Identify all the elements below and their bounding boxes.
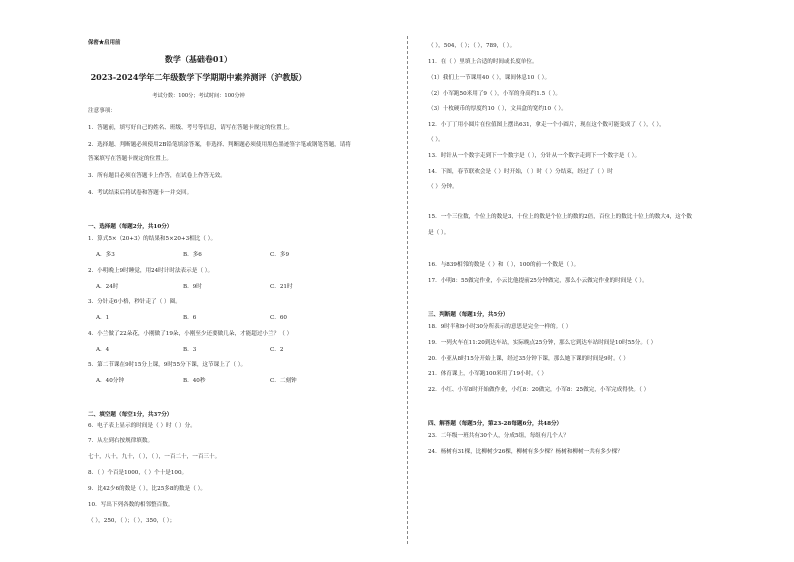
question: 七十，八十，九十，（ ），（ ），一百二十，一百三十。 — [88, 454, 221, 460]
note-item: 答案填写在答题卡规定的位置上。 — [88, 156, 172, 162]
question: 14．下图，春节联欢会是（ ）时开始，（ ）时（ ）分结束，经过了（ ）时 — [428, 169, 613, 175]
question: 11．在（ ）里填上合适的时间或长度单位。 — [428, 59, 538, 65]
option: B．40秒 — [183, 378, 206, 384]
question: （ ），504，（ ）；（ ），789，（ ）。 — [428, 43, 516, 49]
option: B．3 — [183, 347, 197, 353]
question: 4．小兰做了22朵花，小刚做了19朵，小刚至少还要做几朵，才能超过小兰？（ ） — [88, 331, 293, 337]
question: （2）小军跑50米用了9（ ），小军的身高约1.5（ ）。 — [428, 91, 561, 97]
question: 9．比42少6的数是（ ），比25多8的数是（ ）。 — [88, 486, 206, 492]
question: 7．从左到右按规律填数。 — [88, 438, 154, 444]
question: 10．写出下列各数的相邻整百数。 — [88, 502, 174, 508]
option: A．多3 — [96, 252, 115, 258]
option: C．二刻钟 — [270, 378, 297, 384]
option: B．9时 — [183, 284, 202, 290]
column-divider — [407, 36, 408, 544]
notes-heading: 注意事项： — [88, 108, 116, 114]
question: 20．小亚从8时15分开始上课，经过35分钟下课，那么她下课的时间是9时。（ ） — [428, 356, 629, 362]
question: （ ），250，（ ）；（ ），350，（ ）； — [88, 518, 176, 524]
question: 13．时针从一个数字走到下一个数字是（ ），分针从一个数字走到下一个数字是（ ）。 — [428, 153, 641, 159]
section-heading: 三、判断题（每题1分，共5分） — [428, 312, 509, 318]
question: （ ）。 — [428, 137, 444, 143]
note-item: 3．所有题目必须在答题卡上作答，在试卷上作答无效。 — [88, 173, 226, 179]
question: 22．小红、小军8时开始做作业，小红8：20做完，小军8：25做完，小军完成得快。（ ） — [428, 387, 650, 393]
option: A．24时 — [96, 284, 119, 290]
option: A．1 — [96, 315, 110, 321]
option: A．4 — [96, 347, 110, 353]
question: （1）我们上一节课用40（ ），课间休息10（ ）。 — [428, 75, 551, 81]
exam-title: 数学（基础卷01） — [164, 54, 233, 64]
option: C．60 — [270, 315, 287, 321]
question: （ ）分钟。 — [428, 184, 458, 190]
section-heading: 四、解答题（每题5分，第23-28每题6分，共48分） — [428, 421, 563, 427]
option: B．6 — [183, 315, 197, 321]
question: 8．（ ）个百是1000，（ ）个十是100。 — [88, 470, 188, 476]
note-item: 1．答题前，填写好自己的姓名、班级、考号等信息，请写在答题卡规定的位置上。 — [88, 125, 293, 131]
question: 2．小明晚上9时睡觉，用24时计时法表示是（ ）。 — [88, 268, 214, 274]
exam-meta: 考试分数：100分；考试时间：100分钟 — [152, 93, 245, 99]
option: B．多6 — [183, 252, 202, 258]
exam-subtitle: 2023-2024学年二年级数学下学期期中素养测评（沪教版） — [90, 72, 307, 82]
option: C．21时 — [270, 284, 293, 290]
question: 15．一个三位数，个位上的数是3，十位上的数是个位上的数的2倍，百位上的数比十位上的数大4，这个数 — [428, 214, 692, 220]
question: 21．体育课上，小军跑100米用了19小时。（ ） — [428, 371, 547, 377]
question: 6．电子表上显示的时间是（ ）时（ ）分。 — [88, 423, 196, 429]
question: 3．分针走6小格，秒针走了（ ）圈。 — [88, 299, 181, 305]
option: A．40分钟 — [96, 378, 124, 384]
secret-label: 保密★启用前 — [88, 40, 121, 46]
note-item: 2．选择题、判断题必须使用2B铅笔填涂答案，非选择、判断题必须使用黑色墨迹签字笔或钢笔答题，请将 — [88, 142, 351, 148]
section-heading: 二、填空题（每空1分，共37分） — [88, 412, 173, 418]
question: 17．小明8：55做完作业，小云比他提前25分钟做完，那么小云做完作业的时间是（ ）。 — [428, 278, 648, 284]
question: 16．与839相邻的数是（ ）和（ ），100的前一个数是（ ）。 — [428, 262, 580, 268]
question: （3）十枚硬币的厚度约10（ ），文具盒的宽约10（ ）。 — [428, 106, 567, 112]
note-item: 4．考试结束后将试卷和答题卡一并交回。 — [88, 190, 193, 196]
question: 5．第二节课在9时15分上课，9时55分下课，这节课上了（ ）。 — [88, 362, 247, 368]
question: 12．小丁丁用小圆片在位值图上摆出631，拿走一个小圆片，现在这个数可能变成了（ ），（ ）， — [428, 122, 665, 128]
question: 1．算式5×（20+3）的结果和5×20+3相比（ ）。 — [88, 236, 217, 242]
question: 24．杨树有31棵，比柳树少26棵，柳树有多少棵？杨树和柳树一共有多少棵？ — [428, 449, 623, 455]
option: C．多9 — [270, 252, 290, 258]
question: 19．一列火车在11:20到达车站，实际晚点25分钟，那么它到达车站时间是10时55分。（ ） — [428, 340, 657, 346]
question: 23．二年级一班共有30个人，分成5组，每组有几个人？ — [428, 433, 569, 439]
question: 是（ ）。 — [428, 230, 450, 236]
option: C．2 — [270, 347, 284, 353]
section-heading: 一、选择题（每题2分，共10分） — [88, 224, 173, 230]
question: 18．9时半和9小时30分所表示的意思是完全一样的。（ ） — [428, 324, 572, 330]
